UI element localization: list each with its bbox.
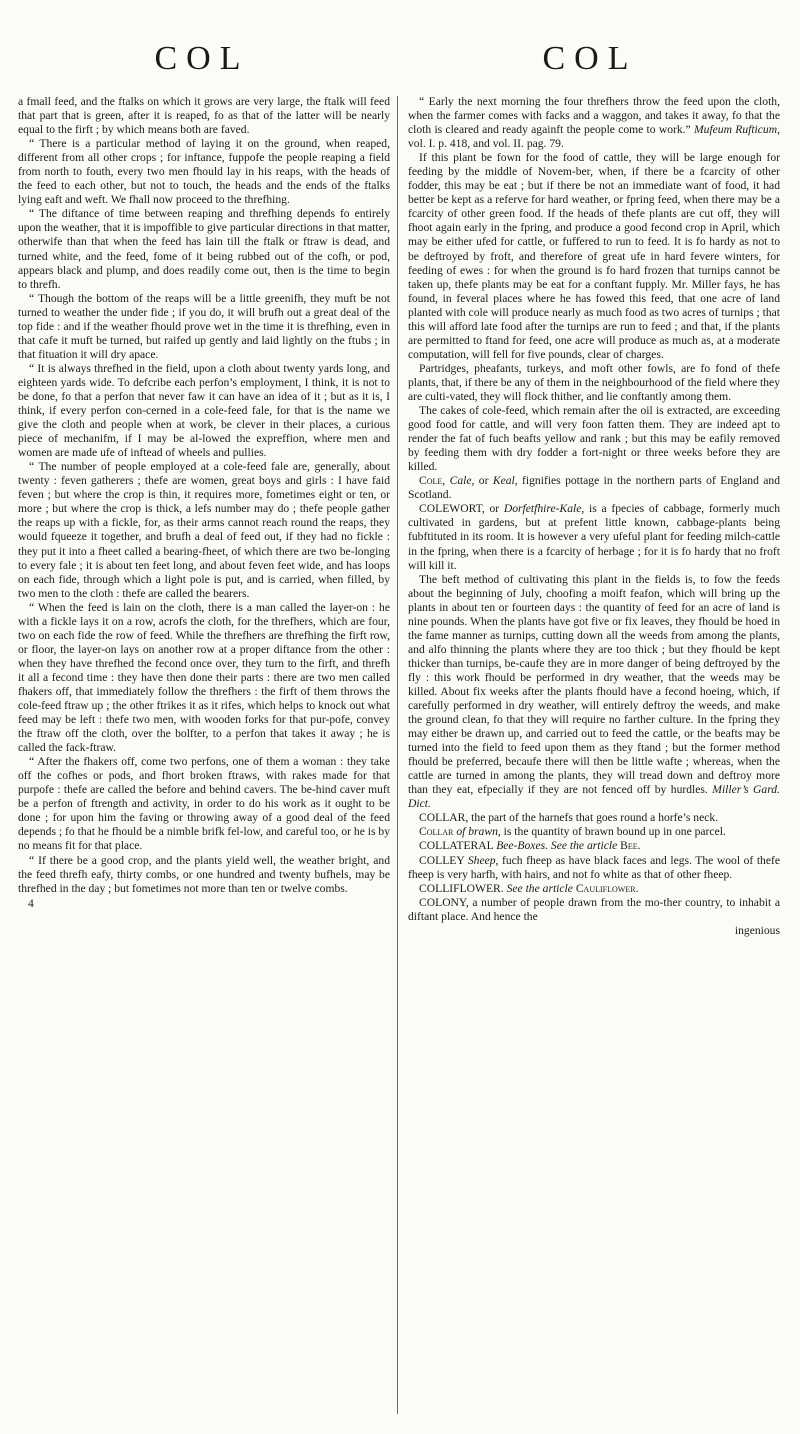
- citation-title: Miller’s Gard. Dict.: [408, 783, 780, 811]
- entry-collar-of-brawn: Collar of brawn, is the quantity of brawn bound up in one parcel.: [419, 825, 726, 839]
- paragraph: “ There is a particular method of laying it on the ground, when reaped, different from all other crops ; for inftance, fuppofe the people reaping a field from north to fouth, every two men fhould lay in his reaps, with the heads of the feed to each other, but not to touch, the heads and the ends of the ftalks lying eaft and weft. We fhall now proceed to the threfhing.: [18, 137, 390, 207]
- left-column: [18, 95, 390, 911]
- running-head-left: COL: [154, 40, 250, 77]
- paragraph: “ Early the next morning the four threfhers throw the feed upon the cloth, when the farmer comes with facks and a waggon, and takes it away, fo that the cloth is cleared and ready againft the people come to work.” Mufeum Rufticum, vol. I. p. 418, and vol. II. pag. 79.: [408, 95, 780, 151]
- signature-mark: 4: [28, 896, 34, 910]
- headword: COLLAR: [419, 811, 466, 825]
- headword: COLONY: [419, 895, 466, 909]
- paragraph: “ Though the bottom of the reaps will be a little greenifh, they muft be not turned to weather the under fide ; if you do, it will brufh out a great deal of the top fide : and if the weather fhould prove wet in the time it is threfhing, even in that cafe it muft be turned, but raifed up gently and laid lightly on the ftubs ; in that fituation it will dry apace.: [18, 291, 390, 361]
- catchword: ingenious: [734, 923, 780, 937]
- running-head-right: COL: [542, 40, 638, 77]
- cross-reference: Cauliflower: [575, 881, 636, 895]
- entry-collar: COLLAR, the part of the harnefs that goes round a horfe’s neck.: [419, 811, 719, 825]
- paragraph: a fmall feed, and the ftalks on which it grows are very large, the ftalk will feed that part that is green, after it is reaped, fo as that of the latter will be nearly equal to the firft ; by which means both are faved.: [18, 95, 390, 137]
- paragraph: If this plant be fown for the food of cattle, they will be large enough for feeding by the middle of Novem-ber, when, if there be a fcarcity of other fodder, this may be eat ; but if there be not an immediate want of food, it had better be kept as a referve for hard weather, or fpring feed, when there may be a fcarcity of other green food. If the heads of thefe plants are cut off, they will fhoot again early in the fpring, and produce a good fecond crop in April, which may be either ufed for cattle, or fuffered to run to feed. It is fo hardy as not to be deftroyed by froft, and therefore of great ufe in hard fevere winters, for feeding of ewes : for when the ground is fo hard frozen that turnips cannot be taken up, thefe plants may be eat for a conftant fupply. Mr. Miller fays, he has found, in feveral places where he has fowed this feed, that one acre of land planted with cole will produce nearly as much food as two acres of turnips ; that this will afford late food after the turnips are run to feed ; and that, if the plants are permitted to ftand for feed, one acre will produce as much as, at a moderate computation, will fell for five pounds, clear of charges.: [408, 151, 780, 361]
- entry-cole: Cole, Cale, or Keal, fignifies pottage in the northern parts of England and Scotland.: [408, 474, 781, 502]
- paragraph: “ The number of people employed at a cole-feed fale are, generally, about twenty : feven gatherers ; thefe are women, great boys and girls : I have faid feven ; but where the crop is thin, it requires more, fometimes eight or ten, or more ; but where the crop is thick, a lefs number may do ; thefe people gather the reaps up with a fickle, for, as their arms cannot reach round the reaps, they would fqueeze it together, and brufh a deal of feed out, if they had no fickle : they put it into a fheet called a bearing-fheet, of which there are two be-longing to every fale ; it is about ten feet long, and about feven feet wide, and has loops on each fide, through which a light pole is put, and is carried, when filled, by two men to the cloth : thefe are called the bearers.: [18, 460, 390, 600]
- paragraph: “ When the feed is lain on the cloth, there is a man called the layer-on : he with a fickle lays it on a row, acrofs the cloth, for the threfhers, which are four, two on each fide the row of feed. While the threfhers are threfhing the firft row, or floor, the layer-on lays on another row at a proper diftance from the other : when they have threfhed the fecond once over, they turn to the firft, and threfh it all a fecond time : they have then done their parts : there are two men called fhakers off, that immediately follow the threfhers : the firft of them throws the cole-feed ftraw up ; the other ftrikes it as it rifes, which helps to knock out what feed may be left : thefe two men, with wooden forks for that pur-pofe, convey the ftraw off the cloth, over the bolfter, to a perfon that takes it away ; he is called the fack-ftraw.: [18, 600, 390, 755]
- headword: Collar: [419, 825, 454, 839]
- headword: Cole: [419, 474, 443, 488]
- paragraph: “ The diftance of time between reaping and threfhing depends fo entirely upon the weather, that it is impoffible to give particular directions in that matter, otherwife than that when the feed has lain till the ftalk or ftraw is dead, and turned white, and the feed, fome of it being rubbed out of the cofh, or pod, appears black and plump, and does readily come out, then is the time to begin to threfh.: [18, 207, 391, 291]
- headword: COLEWORT: [419, 502, 482, 516]
- paragraph: “ It is always threfhed in the field, upon a cloth about twenty yards long, and eighteen yards wide. To defcribe each perfon’s employment, I think, it is not to be done, fo that a perfon that never faw it can have an idea of it ; but as it is, I think, if every perfon con-cerned in a cole-feed fale, for that is the name we give the cloth and people when at work, be clever in their places, a curious piece of mechanifm, if I may be al-lowed the expreffion, where men and women are made ufe of inftead of wheels and pullies.: [18, 361, 390, 460]
- paragraph: The cakes of cole-feed, which remain after the oil is extracted, are exceeding good food for cattle, and will very foon fatten them. They are indeed apt to render the fat of fuch beafts yellow and rank ; but this may be eafily removed by feeding them with dry fodder a fort-night or three weeks before they are killed.: [408, 404, 780, 474]
- headword: COLLEY: [419, 853, 465, 867]
- running-head: [0, 40, 800, 80]
- paragraph: “ After the fhakers off, come two perfons, one of them a woman : they take off the cofhes or pods, and fhort broken ftraws, with rakes made for that purpofe : thefe are called the before and behind cavers. The be-hind caver muft be a perfon of ftrength and activity, in order to do his work as it ought to be done ; for upon him the faving or throwing away of a good deal of the feed depends ; fo that he fhould be a nimble brifk fel-low, and careful too, or he is by no means fit for that place.: [18, 755, 390, 853]
- entry-colewort: COLEWORT, or Dorfetfhire-Kale, is a fpecies of cabbage, formerly much cultivated in gardens, but at prefent little known, cabbage-plants being fubftituted in its room. It is however a very ufeful plant for feeding milch-cattle in the fpring, when there is a fcarcity of herbage ; for it is fo hardy that no froft will kill it.: [408, 502, 780, 572]
- column-divider: [397, 96, 398, 1414]
- entry-colliflower: COLLIFLOWER. See the article Cauliflower.: [419, 881, 639, 895]
- cross-reference: Bee: [620, 839, 638, 853]
- paragraph: Partridges, pheafants, turkeys, and moft other fowls, are fo fond of thefe plants, that, if there be any of them in the neighbourhood of the field where they are culti-vated, they will flock thither, and lie conftantly among them.: [408, 361, 780, 403]
- headword: COLLIFLOWER: [419, 881, 501, 895]
- headword: COLLATERAL: [419, 839, 494, 853]
- paragraph: “ If there be a good crop, and the plants yield well, the weather bright, and the feed threfh eafy, thirty combs, or one hundred and twenty bufhels, may be threfhed in the day ; but fometimes not more than ten or twelve combs.: [18, 853, 390, 895]
- entry-collateral: COLLATERAL Bee-Boxes. See the article Bee.: [419, 839, 641, 853]
- right-column: [408, 95, 780, 938]
- citation-title: Mufeum Rufticum: [693, 123, 778, 137]
- entry-colley: COLLEY Sheep, fuch fheep as have black faces and legs. The wool of thefe fheep is very harfh, with hairs, and not fo white as that of other fheep.: [408, 853, 780, 881]
- entry-colony: COLONY, a number of people drawn from the mo-ther country, to inhabit a diftant place. And hence the: [408, 895, 780, 923]
- paragraph: The beft method of cultivating this plant in the fields is, to fow the feeds about the beginning of July, choofing a moift feafon, which will bring up the plants in about ten or fourteen days : the quantity of feed for an acre of land is nine pounds. When the plants have got five or fix leaves, they fhould be hoed in the fame manner as turnips, cutting down all the weeds from among the plants, and alfo thinning the plants where they are too thick ; but they fhould be kept thicker than turnips, be-caufe they are in more danger of being deftroyed by the fly : this work fhould be performed in dry weather, that the weeds may be killed. About fix weeks after the plants fhould have a fecond hoeing, which, if carefully performed in dry weather, will entirely deftroy the weeds, and make the ground clean, fo that they will require no farther culture. In the fpring they may either be drawn up, and carried out to feed the cattle, or the beafts may be turned into the field to feed upon them as they ftand ; but the former method fhould be preferred, becaufe there will then be little wafte ; whereas, when the cattle are turned in among the plants, they will tread down and deftroy more than they eat, efpecially if they are not fenced off by hurdles. Miller’s Gard. Dict.: [408, 572, 780, 811]
